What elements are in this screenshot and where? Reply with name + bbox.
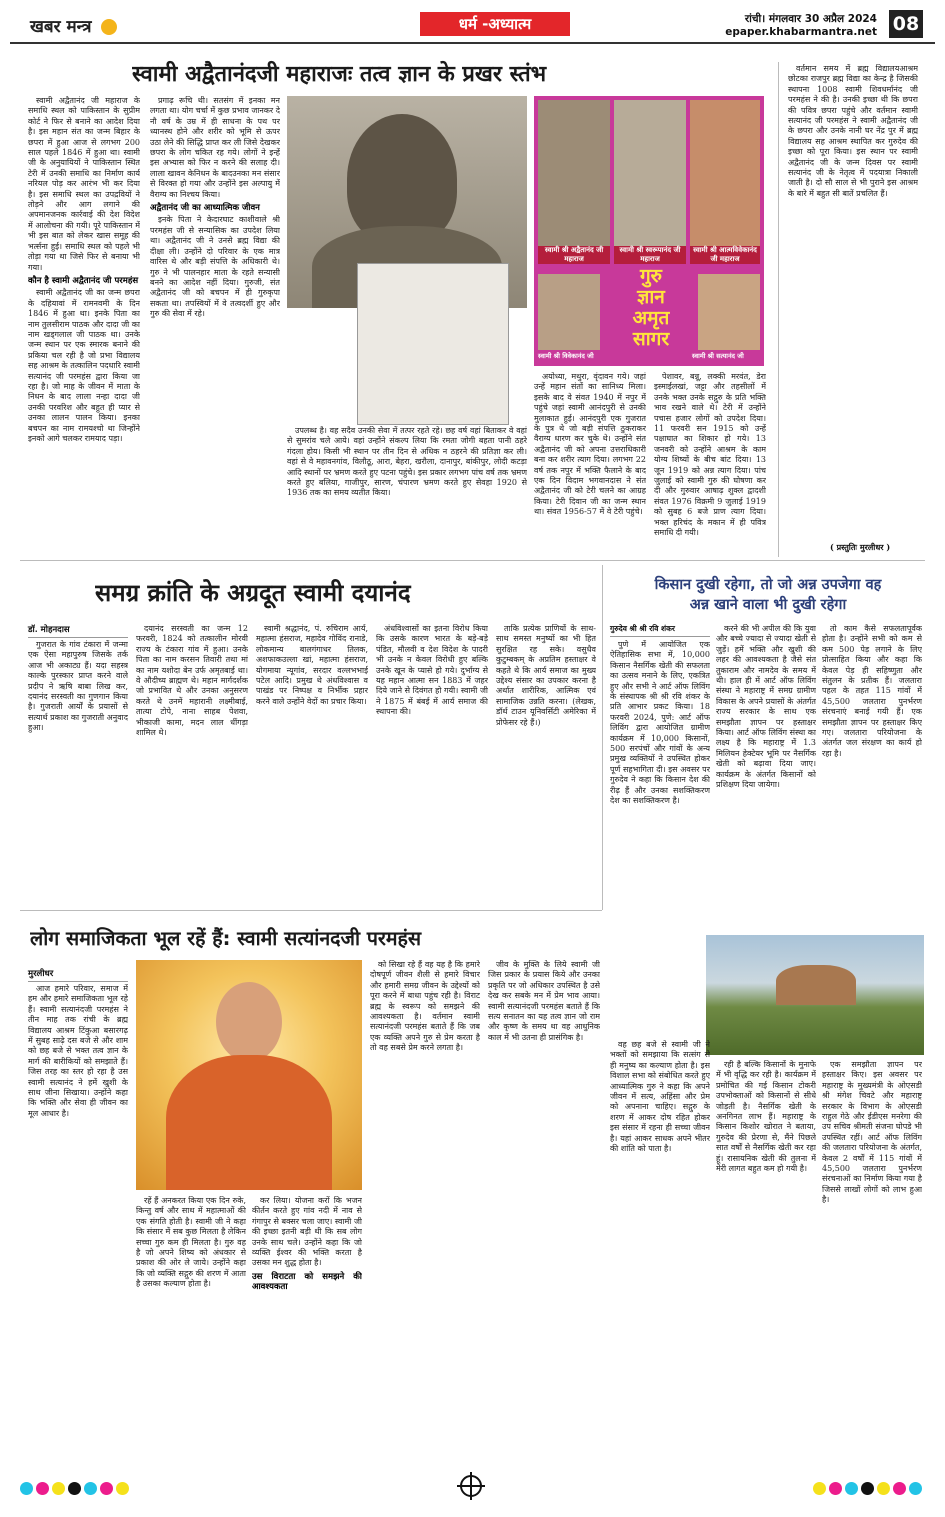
article1-col1b-text: स्वामी अद्वैतानंद जी का जन्म छपरा के दहियावां में रामनवमी के दिन 1846 में हुआ था। इनके पिता का नाम तुलसीराम पाठक और दादा जी का नाम खड्गलाल जी पाठक था। उनके जन्म स्थान पर एक स्मारक बनाने की प्रकिया चल रही है जो प्रभा विद्यालय सह आश्रम के तत्कालिन पदधारि स्वामी सत्यानंद जी परमहंस द्वारा किया जा रहा है। जो माह के जीवन में माता के निधन के बाद लाला नन्हा दादा जी उनकी परवरिश और बहुत ही प्यार से उनका लालन पालन किया। इनका बचपन का नाम रामयश्चो था जिन्होंने इनको आगे चलकर रामयाद पड़ा। [28,288,140,443]
article3-col2-text: करने की भी अपील की कि युवा और बच्चे ज्यादा से ज्यादा खेती से जुड़ें। हमें भक्ति और खुशी की लहर की आवश्यकता है जैसे संत तुकाराम और नामदेव के समय में थी। हाल ही में आर्ट ऑफ लिविंग संस्था ने महाराष्ट्र में समग्र ग्रामीण विकास के अपने प्रयासों के अंतर्गत राज्य सरकार के साथ एक समझौता ज्ञापन पर हस्ताक्षर किया। आर्ट ऑफ लिविंग संस्था का लक्ष्य है कि महाराष्ट्र में 1.3 मिलियन हेक्टेयर भूमि पर नैसर्गिक खेती को बढ़ावा दिया जाए। कार्यक्रम के अंतर्गत किसानों को प्रशिक्षण दिया जायेगा। [716,624,816,790]
book-title-line2: ज्ञान [637,286,665,308]
article1-col6 [788,64,918,542]
registration-mark-v [470,1472,472,1500]
divider-col-1 [778,62,779,557]
guru-photo-center [614,100,686,250]
book-title-line4: सागर [632,328,670,350]
left-dot-3 [68,1482,81,1495]
vidyalaya-plaque [357,263,509,425]
article2-col1 [28,640,128,895]
logo-icon [101,19,117,35]
article1-credit: ( प्रस्तुतिः मुरलीधर ) [830,542,891,552]
masthead [10,8,935,44]
article4-col3 [252,1196,362,1462]
swami-head [216,982,282,1062]
website: epaper.khabarmantra.net [725,26,877,38]
left-dot-5 [100,1482,113,1495]
article3-col1 [610,640,710,1032]
book-title-line3: अमृत [632,307,670,329]
article1-col4-text: अयोध्या, मथुरा, वृंदावन गये। जहां उन्हें महान संतों का सानिध्य मिला। इसके बाद वे संवत 1940 में नपुर में पहुंचे जहां स्वामी आनंदपुरी से उनकी मुलाकात हुई। आनंदपुरी एक गुजरात के पुत्र थे जो बड़ी संपत्ति ठुकराकर वैराग्य धारण कर चुके थे। उन्होंने संत अद्वैतानंद जी को अपना उत्तराधिकारी बना कर शरीर त्याग दिया। लगभग 22 वर्ष तक नपुर में भक्ति फैलाने के बाद एक दिन विदाम भगवानदास ने संत अद्वैतानंद जी को टेरी चलने का आग्रह किया। टेरी दिवान जी का जन्म स्थान था। संवत 1956-57 में वे टेरी पहुंचे। [534,372,646,517]
color-dots-right [813,1480,925,1499]
article2-col1-text: गुजरात के गांव टंकारा में जन्मा एक ऐसा महापुरुष जिसके तर्क आज भी अकाट्य हैं। यदा सहस्त्र काल्के पुरस्कार प्राप्त करने वाले प्रदीप ने ऋषि बाबा लिख कर, दयानंद सरस्वती का गुणगान किया है। गुजराती आर्यों के प्रयासों से सत्यार्थ प्रकाश का गुजराती अनुवाद हुआ। [28,640,128,733]
right-dot-1 [829,1482,842,1495]
article1-col4 [534,372,646,552]
guru-label-left: स्वामी श्री अद्वैतानंद जी महाराज [538,246,610,264]
article2-byline: डॉ. मोहनदास [28,624,128,638]
article4-col5 [488,960,600,1462]
right-dot-3 [861,1482,874,1495]
article2-col2 [136,624,248,895]
article1-col5 [654,372,766,552]
right-dot-0 [813,1482,826,1495]
article2-headline: समग्र क्रांति के अग्रदूत स्वामी दयानंद [95,579,411,607]
guru-label-center: स्वामी श्री स्वरूपानंद जी महाराज [614,246,686,264]
article2-col2-text: दयानंद सरस्वती का जन्म 12 फरवरी, 1824 को तत्कालीन मोरवी राज्य के टंकारा गांव में हुआ। उनके पिता का नाम करसन तिवारी तथा मां का नाम यशोदा बेन उर्फ अमृतबाई था। वे औदीच्य ब्राह्मण थे। महान मार्गदर्शक जो प्रभावित थे और उनका अनुसरण करते थे उनमें महारानी लक्ष्मीबाई, तात्या टोपे, नाना साहब पेशवा, भीकाजी कामा, मदन लाल धींगड़ा शामिल थे। [136,624,248,738]
guru-label-bl: स्वामी श्री विवेकानंद जी [538,352,594,360]
divider-col-2 [602,565,603,910]
article1-headline: स्वामी अद्वैतानंदजी महाराजः तत्व ज्ञान के प्रखर स्तंभ [132,62,547,87]
farmers-building [776,965,856,1005]
article4-col1 [28,984,128,1462]
article4-col4 [370,960,480,1462]
article3-col3 [822,624,922,930]
article1-col3 [287,426,527,552]
page-number: 08 [889,10,923,38]
article4-col5-text: जीव के मुक्ति के लिये स्वामी जी जिस प्रकार के प्रयास किये और उनका प्रकृति पर जो अधिकार उपस्थित है उसे देख कर सबके मन में प्रेम भाव आया। स्वामी सत्यानंदजी परमहंस बताते हैं कि सत्य सनातन का यह तत्व ज्ञान जो राम और कृष्ण के समय था वह आधुनिक काल में भी उतना ही प्रासंगिक है। [488,960,600,1042]
article4-col3-subhead: उस विराटता को समझने की आवश्यकता [252,1271,362,1293]
article4-col6-text: वह छह बजे से स्वामी जी ने भक्तों को समझाया कि सत्संग से ही मनुष्य का कल्याण होता है। इस विशाल सभा को संबोधित करते हुए आध्यात्मिक गुरु ने कहा कि अपने जीवन में सत्य, अहिंसा और प्रेम को अपनाना चाहिए। सद्गुरु के शरण में आकर दोष रहित होकर इस संसार में रहना ही सच्चा जीवन है। यहां आकर साधक अपने भीतर की शांति को पाता है। [610,1040,710,1154]
article4-col8 [822,1060,922,1462]
article1-col5-text: पेशावर, बन्नू, लक्की मरवंत, डेरा इस्माईलखां, जट्टा और तहसीलों में उनके भक्त उनके सद्गुरु के प्रति भक्ति भाव रखने वाले थे। टेरी में उन्होंने पचास हजार लोगों को उपदेश दिया। 11 फरवरी सन 1915 को उन्हें पक्षाघात का शिकार हो गये। 13 जनवरी को उन्होंने आश्रम के काम योग्य शिष्यों के बीच बांट दिया। 13 जून 1919 को अन्न त्याग दिया। पांच जुलाई को स्वामी गुरु की घोषणा कर दी और गुरुवार आषाढ़ शुक्ल द्वादशी संवत 1976 विक्रमी 9 जुलाई 1919 को सुबह 6 बजे प्राण त्याग दिया। भक्त हरिचंद के मकान में ही पवित्र समाधि दी गयी। [654,372,766,538]
article1-col2b-text: इनके पिता ने केदारघाट काशीवाले श्री परमहंस जी से सन्यासिक का उपदेश लिया था। अद्वैतानंद जी ने उनसे ब्रह्म विद्या की दीक्षा ली। उन्होंने दो परिवार के एक मात्र वारिस थे और बड़ी संपत्ति के अधिकारी थे। गुरु ने भी पालनहार माता के रहते सन्यासी बनने का आदेश नहीं दिया। गुरुजी, संत अद्वैतानंद जी को बचपन में ही गुरुकृपा सकता था। तपस्वियों में वे तत्वदर्शी हुए और गुरु की सेवा में रहे। [150,215,280,319]
guru-photo-right [690,100,760,250]
left-dot-0 [20,1482,33,1495]
article4-col3-text: कर लिया। योजना करों कि भजन कीर्तन करते हुए गांव नदी में नाव से गंगापुर से बक्सर चला जाए। स्वामी जी की इच्छा इतनी बड़ी थी कि सब लोग उनके साथ चले। उन्होंने कहा कि जो व्यक्ति ईश्वर की भक्ति करता है उसका मन शुद्ध होता है। [252,1196,362,1268]
left-dot-4 [84,1482,97,1495]
left-dot-1 [36,1482,49,1495]
article1-col3-text: उपलब्ध है। वह सदैव उनकी सेवा में तत्पर रहते रहे। छह वर्ष वहां बिताकर वे वहां से सुमरांव चले आये। वहां उन्होंने संकल्प लिया कि रमता जोगी बहता पानी ठहरे गंदला होय। किसी भी स्थान पर तीन दिन से अधिक न ठहरने की प्रतिज्ञा कर ली। वहां से वे महावनगांव, विलौठू, आरा, बेहरा, खरौला, दानापुर, बांकीपुर, लोदी कटड़ा आदि स्थानों पर भ्रमण करते हुए पटना पहुंचे। इस प्रकार लगभग पांच वर्ष तक भ्रमण करते हुए बलिया, गाजीपुर, सारण, चंपारण भ्रमण करते हुए सेवहा 1920 से 1936 तक का समय व्यतीत किया। [287,426,527,498]
article3-col1-text: पुणे में आयोजित एक ऐतिहासिक सभा में, 10,000 किसान नैसर्गिक खेती की सफलता का उत्सव मनाने के लिए, एकत्रित हुए और सभी ने आर्ट ऑफ लिविंग के संस्थापक श्री श्री रवि शंकर के प्रति आभार प्रकट किया। 18 फरवरी 2024, पुणे: आर्ट ऑफ लिविंग द्वारा आयोजित ग्रामीण कार्यक्रम में 10,000 किसानों, 500 सरपंचों और गांवों के अन्य प्रमुख व्यक्तियों ने उपस्थित होकर पूर्ण सहभागिता दी। इस अवसर पर गुरुदेव ने कहा कि किसान देश की रीढ़ हैं और उनका सशक्तिकरण देश का सशक्तिकरण है। [610,640,710,806]
swami-robe [166,1055,332,1190]
right-dot-6 [909,1482,922,1495]
guru-photo-bl [538,274,600,350]
article4-col2-text: रहें हैं अनकरत किया एक दिन रुके, किन्तु वर्ष और साथ में महात्माओं की एक संगति होती है। स्वामी जी ने कहा कि संसार में सब कुछ मिलता है लेकिन सच्चा गुरु कम ही मिलता है। गुरु वह है जो अपने शिष्य को अंधकार से प्रकाश की ओर ले जाये। उन्होंने कहा कि जो व्यक्ति सद्गुरु की शरण में आता है उसका कल्याण होता है। [136,1196,246,1289]
article3-headline-line2: अन्न खाने वाला भी दुखी रहेगा [689,597,847,613]
gurus-collage [534,96,764,366]
guru-photo-br [698,274,760,350]
article2-col4 [376,624,488,895]
divider-1 [20,560,925,561]
right-dot-5 [893,1482,906,1495]
date-line: रांची। मंगलवार 30 अप्रैल 2024 [744,13,877,25]
article1-col6-text: वर्तमान समय में ब्रह्म विद्यालयआश्रम छोटका राजपुर ब्रह्म विद्या का केन्द्र है जिसकी स्थापना 1008 स्वामी शिवधर्मानंद जी परमहंस ने की है। उनकी इच्छा थी कि छपरा की पवित्र छपरा पहुंचे और वर्तमान स्वामी सत्यानंद जी परमहंस ने स्वामी अद्वैतानंद जी के छपरा और उनके नानी घर नेंद्र पुर में ब्रह्म विद्यालय सह आश्रम स्थापित कर गुरुदेव की इच्छा को पूरा किया। इस स्थान पर स्वामी अद्वैतानंद जी के जन्म दिवस पर स्वामी सत्यानंद जी के नेतृत्व में पदयात्रा निकाली जाती है। दो सौ साल से भी पुराने इस आश्रम के बारे में बहुत सी बातें प्रचलित हैं। [788,64,918,198]
article2-col5 [496,624,596,895]
section-label: धर्म -अध्यात्म [420,12,570,36]
saint-portrait [347,114,457,244]
article4-byline: मुरलीधर [28,968,128,982]
article1-col1 [28,96,140,552]
article4-col7-text: रही है बल्कि किसानों के मुनाफे में भी वृद्धि कर रही है। कार्यक्रम में प्रमोचित की गई किसान टोकरी उपभोक्ताओं को किसानों से सीधे जोड़ती है। नैसर्गिक खेती के अनगिनत लाभ हैं। महाराष्ट्र के किसान किशोर खोरात ने बताया, गुरुदेव की प्रेरणा से, मैंने पिछले सात वर्षों से नैसर्गिक खेती कर रहा हूं। रासायनिक खेती की तुलना में मेरी लागत बहुत कम हो गयी है। [716,1060,816,1174]
article4-col1-text: आज हमारे परिवार, समाज में हम और हमारे समाजिकता भूल रहे हैं। स्वामी सत्यानंदजी परमहंस ने तीन माह तक रांची के ब्रह्म विद्यालय आश्रम टिंकुआ बसारगढ़ में सुबह साढ़े दस बजे से और शाम को छह बजे से भक्त तत्व ज्ञान के मार्ग की बारीकियों को समझाते हैं। जिस तरह का स्तर हो रहा है उस स्वामी सत्यानंद ने हमें खुशी के साथ जीना सिखाया। उन्होंने कहा कि भक्ति और सेवा ही जीवन का मूल आधार है। [28,984,128,1118]
article3-headline-line1: किसान दुखी रहेगा, तो जो अन्न उपजेगा वह [654,577,882,593]
article4-col2 [136,1196,246,1462]
registration-mark-icon [460,1475,482,1497]
guru-photo-left [538,100,610,250]
book-title [606,266,696,350]
article2-col5-text: ताकि प्रत्येक प्राणियों के साथ-साथ समस्त मनुष्यों का भी हित सुरक्षित रह सके। वसुधैव कुटुम्बकम् के अप्रतिम हस्ताक्षर वे कहते थे कि आर्य समाज का मुख्य उद्देश्य संसार का उपकार करना है अर्थात शारीरिक, आत्मिक एवं सामाजिक उन्नति करना। (लेखक, डॉर्थ टाउन यूनिवर्सिटी अमेरिका में प्रोफेसर रहे हैं।) [496,624,596,727]
left-dot-2 [52,1482,65,1495]
article4-headline: लोग समाजिकता भूल रहें हैं: स्वामी सत्यांनदजी परमहंस [30,927,422,950]
divider-2 [20,910,602,911]
guru-label-right: स्वामी श्री आत्मविवेकानंद जी महाराज [690,246,760,264]
article4-col7 [716,1060,816,1462]
article2-col3 [256,624,368,895]
article1-col1-subhead: कौन है स्वामी अद्वैतानंद जी परमहंस [28,275,139,286]
article1-col2 [150,96,280,552]
article3-col3-text: तो काम कैसे सफलतापूर्वक होता है। उन्होंने सभी को कम से कम 500 पेड़ लगाने के लिए प्रोत्साहित किया और कहा कि केवल पेड़ ही सहिष्णुता और संतुलन के प्रतीक हैं। जलतारा पहल के तहत 115 गांवों में 45,500 जलतारा पुनर्भरण संरचनाएं बनाई गयी हैं। एक समझौता ज्ञापन पर हस्ताक्षर किए गए। जलतारा परियोजना के अंतर्गत जल संरक्षण का कार्य हो रहा है। [822,624,922,758]
swami-photo [136,960,362,1190]
right-dot-2 [845,1482,858,1495]
article4-col8-text: एक समझौता ज्ञापन पर हस्ताक्षर किए। इस अवसर पर महाराष्ट्र के मुख्यमंत्री के ओएसडी श्री मंगेश चिवटे और महाराष्ट्र सरकार के विभाग के ओएसडी राहुल गेठे और ईडीएस मनरेगा की उप सचिव श्रीमती संजना घोपडे भी उपस्थित रहीं। आर्ट ऑफ लिविंग की जलतारा परियोजना के अंतर्गत, केवल 2 वर्षों में 115 गांवों में 45,500 जलतारा पुनर्भरण संरचनाओं का निर्माण किया गया है जिससे लाखों लोगों को लाभ हुआ है। [822,1060,922,1205]
color-dots-left [20,1480,132,1499]
right-dot-4 [877,1482,890,1495]
article2-col3-text: स्वामी श्रद्धानंद, पं. रुचिराम आर्य, महात्मा हंसराज, महादेव गोविंद रानाडे, लोकमान्य बालगंगाधर तिलक, अशफाकउल्ला खां, महात्मा हंसराज, योगमाया न्यूगांव, सरदार वल्लभभाई पटेल आदि। प्रमुख थे अंधविश्वास व पाखंड पर निष्पक्ष व निर्भीक प्रहार करने वाले उन्होंने वेदों का प्रचार किया। [256,624,368,706]
article1-col2-subhead: अद्वैतानंद जी का आध्यात्मिक जीवन [150,203,260,214]
book-title-line1: गुरु [639,265,663,287]
guru-label-br: स्वामी श्री सत्यानंद जी [692,352,744,360]
article1-col1-text: स्वामी अद्वैतानंद जी महाराज के समाधि स्थल को पाकिस्तान के सुप्रीम कोर्ट ने फिर से बनाने का आदेश दिया है। इस महान संत का जन्म बिहार के छपरा में हुआ आज से लगभग 200 साल पहले 1846 में हुआ था। स्वामी जी के अनुयायियों ने पाकिस्तान स्थित टेरी में उनकी समाधि का निर्माण कार्य नरियल पोड़ कर आरंभ भी कर दिया है। इस समाधि स्थल का उपद्रवियों ने तोड़ने और आग लगाने की अपमानजनक कार्रवाई की देश विदेश में आलोचना की गयी। पूरे पाकिस्तान में भी इस बात को लेकर खास समूह की भर्त्सना हुई। समाधि स्थल को पहले भी तोड़ा गया था जिसे फिर से बनाया भी गया। [28,96,140,272]
logo [30,14,117,37]
article3-col2 [716,624,816,930]
article1-col2-text: प्रगाढ़ रूचि थी। सतसंग में इनका मन लगता था। योग चर्चा में कुछ प्रभाव जानकर दे नौ वर्ष के उम्र में ही साधना के पथ पर ध्यानस्थ होने और शरीर को भूमि से ऊपर उठा लेने की सिद्धि प्राप्त कर ली जिसे देखकर छपरा के लोग चकित रह गये। लोगों ने इन्हें इस अभ्यास को फिर न करने की सलाह दी। लाला खावन केनिधन के बादउनका मन संसार से विरक्त हो गया और उन्होंने इस अल्पायु में वैराग्य का निश्चय किया। [150,96,280,199]
article3-byline: गुरुदेव श्री श्री रवि शंकर [610,624,710,637]
logo-text: खबर मन्त्र [30,17,92,37]
left-dot-6 [116,1482,129,1495]
article2-col4-text: अंधविश्वासों का इतना विरोध किया कि उसके कारण भारत के बड़े-बड़े पंडित, मौलवी व देश विदेश के पादरी भी उनके न केवल विरोधी हुए बल्कि उनके खून के प्यासे हो गये। दुर्भाग्य से यह महान आत्मा सन 1883 में जहर दिये जाने से दिवंगत हो गयी। स्वामी जी ने 1875 में बंबई में आर्य समाज की स्थापना की। [376,624,488,717]
farmers-photo [706,935,924,1055]
footer-bar [20,1472,925,1502]
article4-col6 [610,1040,710,1462]
article4-col4-text: को सिखा रहे हैं वह यह है कि हमारे दोषपूर्ण जीवन शैली से हमारे विचार और हमारी समग्र जीवन के उद्देश्यों को पूरा करने में बाधा पहुंच रही है। विराट ब्रह्म के स्वरूप को समझने की आवश्यकता है। वर्तमान स्वामी सत्यानंदजी परमहंस बताते हैं कि जब एक व्यक्ति अपने गुरु से प्रेम करता है तो वह सबसे प्रेम करने लगता है। [370,960,480,1053]
